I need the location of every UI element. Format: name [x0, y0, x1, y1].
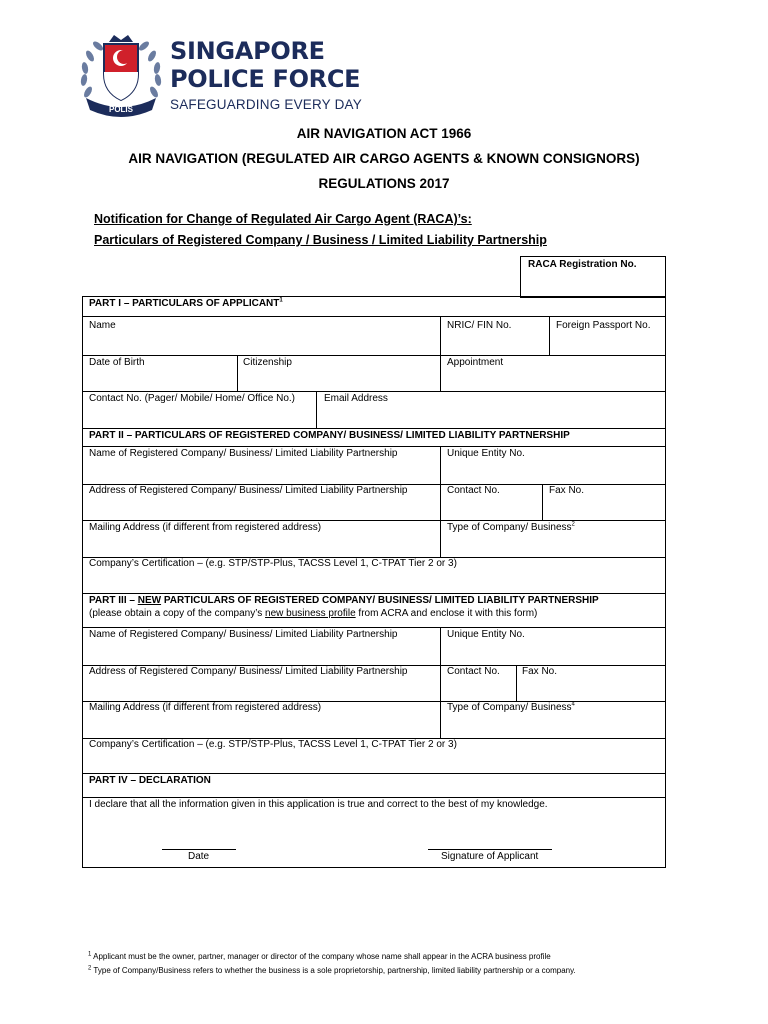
part1-heading: PART I – PARTICULARS OF APPLICANT$^1$ — [89, 297, 283, 309]
part3-unique-entity-no[interactable]: Unique Entity No. — [447, 629, 525, 640]
spf-crest-logo — [76, 32, 166, 118]
part3-company-type[interactable]: Type of Company/ Business$^4$ — [447, 701, 575, 713]
date-signature-line[interactable] — [162, 849, 236, 850]
field-nric-fin[interactable]: NRIC/ FIN No. — [447, 320, 512, 331]
part3-note: (please obtain a copy of the company’s new business profile from ACRA and enclose it with this form) — [89, 608, 538, 619]
declaration-text: I declare that all the information given in this application is true and correct to the best of my knowledge. — [89, 799, 548, 810]
part2-company-name[interactable]: Name of Registered Company/ Business/ Limited Liability Partnership — [89, 448, 398, 459]
title-regulations-year: REGULATIONS 2017 — [318, 176, 450, 191]
part2-fax-no[interactable]: Fax No. — [549, 485, 585, 496]
brand-tagline: SAFEGUARDING EVERY DAY — [170, 97, 362, 112]
part3-fax-no[interactable]: Fax No. — [522, 666, 558, 677]
part2-mailing-address[interactable]: Mailing Address (if different from registered address) — [89, 522, 322, 533]
part3-mailing-address[interactable]: Mailing Address (if different from registered address) — [89, 702, 322, 713]
brand-line-1: SINGAPORE — [170, 37, 325, 65]
part3-company-name[interactable]: Name of Registered Company/ Business/ Limited Liability Partnership — [89, 629, 398, 640]
footnote-1: $^1$ Applicant must be the owner, partner, manager or director of the company whose name shall appear in the ACRA business profile — [88, 951, 551, 961]
part3-address[interactable]: Address of Registered Company/ Business/ Limited Liability Partnership — [89, 666, 408, 677]
part2-company-type[interactable]: Type of Company/ Business$^2$ — [447, 521, 575, 533]
brand-line-2: POLICE FORCE — [170, 65, 361, 93]
field-citizenship[interactable]: Citizenship — [243, 357, 292, 368]
field-contact-no[interactable]: Contact No. (Pager/ Mobile/ Home/ Office No.) — [89, 393, 296, 404]
field-email-address[interactable]: Email Address — [324, 393, 388, 404]
title-act: AIR NAVIGATION ACT 1966 — [296, 126, 472, 141]
part2-certification[interactable]: Company’s Certification – (e.g. STP/STP-Plus, TACSS Level 1, C-TPAT Tier 2 or 3) — [89, 558, 457, 569]
part2-address[interactable]: Address of Registered Company/ Business/ Limited Liability Partnership — [89, 485, 408, 496]
footnote-2: $^2$ Type of Company/Business refers to whether the business is a sole proprietorship, partnership, limited liability partnership or a company. — [88, 965, 576, 975]
part3-heading: PART III – NEW PARTICULARS OF REGISTERED COMPANY/ BUSINESS/ LIMITED LIABILITY PARTNERSHIP — [89, 595, 599, 606]
crest-text: POLIS — [108, 105, 134, 114]
applicant-signature-line[interactable] — [428, 849, 552, 850]
field-date-of-birth[interactable]: Date of Birth — [89, 357, 145, 368]
form-subtitle-2: Particulars of Registered Company / Business / Limited Liability Partnership — [94, 233, 547, 247]
signature-label: Signature of Applicant — [441, 851, 539, 862]
date-label: Date — [188, 851, 210, 862]
raca-registration-label: RACA Registration No. — [528, 259, 637, 270]
part4-heading: PART IV – DECLARATION — [89, 775, 211, 786]
part2-contact-no[interactable]: Contact No. — [447, 485, 500, 496]
title-regulations: AIR NAVIGATION (REGULATED AIR CARGO AGENTS & KNOWN CONSIGNORS) — [128, 151, 640, 166]
field-name[interactable]: Name — [89, 320, 116, 331]
part2-unique-entity-no[interactable]: Unique Entity No. — [447, 448, 525, 459]
part2-heading: PART II – PARTICULARS OF REGISTERED COMPANY/ BUSINESS/ LIMITED LIABILITY PARTNERSHIP — [89, 430, 570, 441]
part3-certification[interactable]: Company’s Certification – (e.g. STP/STP-Plus, TACSS Level 1, C-TPAT Tier 2 or 3) — [89, 739, 457, 750]
part3-contact-no[interactable]: Contact No. — [447, 666, 500, 677]
field-appointment[interactable]: Appointment — [447, 357, 504, 368]
brand-block — [170, 37, 362, 112]
field-foreign-passport[interactable]: Foreign Passport No. — [556, 320, 651, 331]
form-subtitle-1: Notification for Change of Regulated Air Cargo Agent (RACA)’s: — [94, 212, 472, 226]
